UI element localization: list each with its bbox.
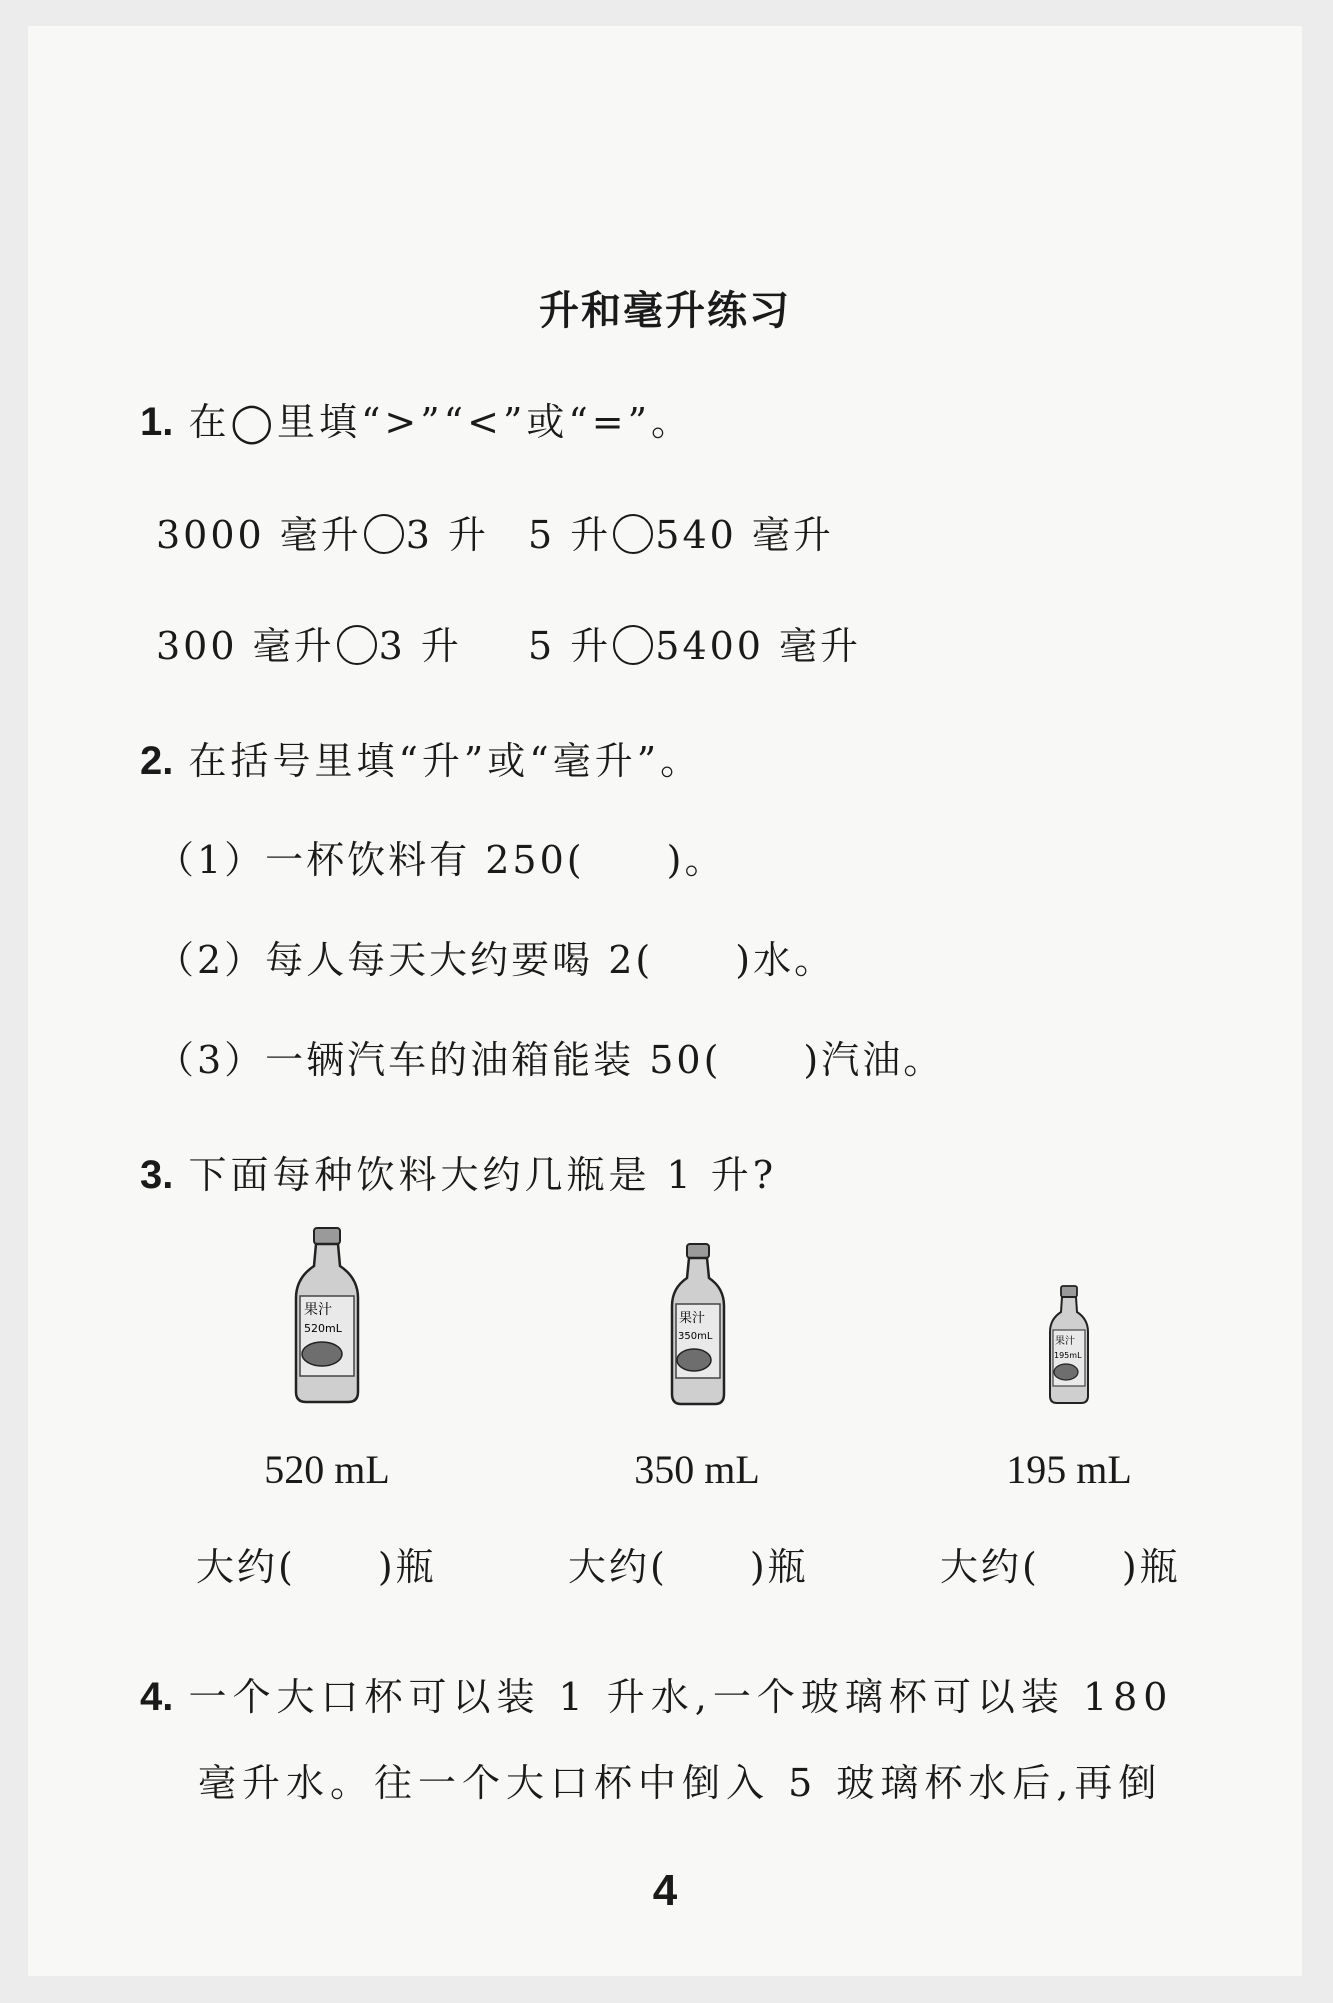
question-1-number: 1. <box>140 400 174 444</box>
compare-item-4 <box>528 615 861 670</box>
bottle-label-name: 果汁 <box>1055 1336 1075 1347</box>
fill-blank-item-1: （1）一杯饮料有 250( )。 <box>156 838 726 882</box>
question-3-prompt: 下面每种饮料大约几瓶是 1 升? <box>188 1153 778 1197</box>
fill-blank-item-2: （2）每人每天大约要喝 2( )水。 <box>156 938 836 982</box>
juice-bottle-350-icon <box>668 1242 728 1407</box>
bottle-label-name: 果汁 <box>679 1311 706 1326</box>
answer-circle[interactable] <box>364 514 404 554</box>
compare-left: 300 毫升 <box>156 624 335 668</box>
compare-right: 540 毫升 <box>655 513 834 557</box>
question-2 <box>140 730 702 785</box>
bottle-label-volume: 195mL <box>1054 1351 1082 1360</box>
question-4 <box>140 1666 1173 1721</box>
bottle-caption: 195 mL <box>1006 1447 1132 1492</box>
question-2-prompt: 在括号里填“升”或“毫升”。 <box>188 739 703 783</box>
bottle-label-volume: 520mL <box>304 1322 342 1335</box>
question-3-number: 3. <box>140 1153 174 1197</box>
juice-bottle-195-icon <box>1046 1284 1092 1406</box>
bottle-caption: 350 mL <box>634 1447 760 1492</box>
question-4-number: 4. <box>140 1675 174 1719</box>
bottle-caption: 520 mL <box>264 1447 390 1492</box>
question-4-line-2: 毫升水。往一个大口杯中倒入 5 玻璃杯水后,再倒 <box>198 1761 1163 1805</box>
juice-bottle-520-icon <box>292 1226 362 1406</box>
bottle-label-volume: 350mL <box>678 1331 713 1342</box>
fill-blank-item-3: （3）一辆汽车的油箱能装 50( )汽油。 <box>156 1038 945 1082</box>
answer-circle[interactable] <box>337 625 377 665</box>
compare-right: 3 升 <box>378 624 462 668</box>
compare-item-2 <box>528 504 834 559</box>
question-1 <box>140 391 693 446</box>
compare-item-3 <box>156 615 462 670</box>
question-2-number: 2. <box>140 739 174 783</box>
bottle-answer-3: 大约( )瓶 <box>940 1545 1181 1589</box>
compare-item-1 <box>156 504 489 559</box>
compare-left: 3000 毫升 <box>156 513 362 557</box>
compare-left: 5 升 <box>528 513 612 557</box>
question-1-prompt: 在◯里填“>”“<”或“=”。 <box>188 400 694 444</box>
compare-right: 5400 毫升 <box>655 624 862 668</box>
bottle-answer-1: 大约( )瓶 <box>196 1545 437 1589</box>
answer-circle[interactable] <box>613 625 653 665</box>
bottle-answer-2: 大约( )瓶 <box>568 1545 809 1589</box>
answer-circle[interactable] <box>613 514 653 554</box>
compare-right: 3 升 <box>405 513 490 557</box>
page-number: 4 <box>652 1866 678 1915</box>
question-4-line-1: 一个大口杯可以装 1 升水,一个玻璃杯可以装 180 <box>188 1675 1174 1719</box>
question-3 <box>140 1144 777 1199</box>
compare-left: 5 升 <box>528 624 612 668</box>
bottle-label-name: 果汁 <box>304 1302 332 1318</box>
page-title: 升和毫升练习 <box>539 288 791 334</box>
worksheet-page <box>28 26 1302 1976</box>
